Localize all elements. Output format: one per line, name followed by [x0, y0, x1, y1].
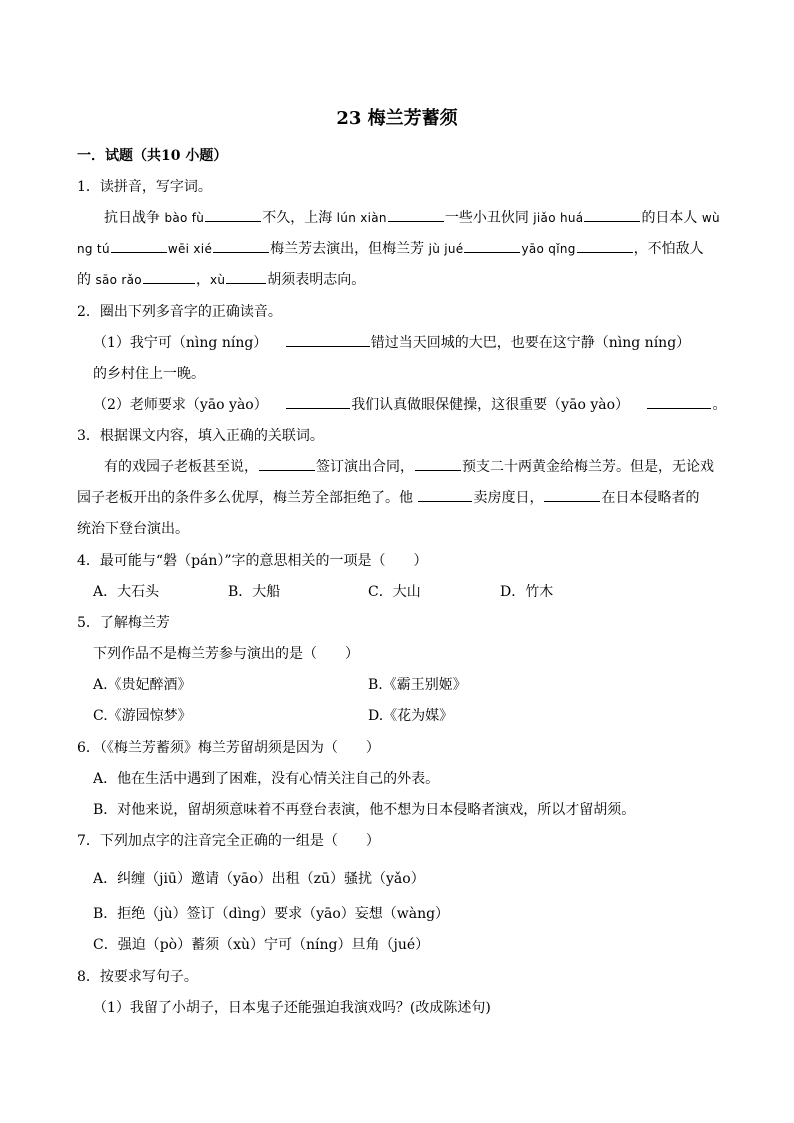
q1-text: 不久，上海: [262, 210, 337, 226]
question-1-stem: 1．读拼音，写字词。: [77, 179, 212, 195]
q7-option-c[interactable]: C．强迫（pò）蓄须（xù）宁可（níng）旦角（jué）: [93, 937, 430, 953]
q3-text: 签订演出合同，: [316, 459, 414, 475]
q1-text: ，: [195, 272, 210, 288]
pinyin: bào fù: [164, 211, 205, 225]
q1-text: 的: [77, 272, 96, 288]
q3-text: 卖房度日，: [473, 490, 544, 506]
q6-option-b[interactable]: B．对他来说，留胡须意味着不再登台表演，他不想为日本侵略者演戏，所以才留胡须。: [93, 802, 636, 818]
pinyin: jù jué: [428, 242, 464, 256]
question-1-line-2: [77, 238, 704, 258]
pinyin: yāo qǐng: [521, 242, 576, 256]
q4-option-b[interactable]: B．大船: [228, 584, 281, 600]
answer-blank[interactable]: [286, 332, 370, 347]
q1-text: 胡须表明志向。: [267, 272, 366, 288]
answer-blank[interactable]: [213, 238, 269, 253]
pinyin: xù: [209, 273, 226, 287]
answer-blank[interactable]: [577, 238, 633, 253]
q1-text: 抗日战争: [104, 210, 165, 226]
answer-blank[interactable]: [226, 269, 266, 284]
question-5-sub: 下列作品不是梅兰芳参与演出的是（ ）: [93, 646, 359, 662]
q7-option-a[interactable]: A．纠缠（jiū）邀请（yāo）出租（zū）骚扰（yǎo）: [93, 871, 425, 887]
q1-text: 一些小丑伙同: [444, 210, 534, 226]
question-2-line-1: [93, 332, 690, 352]
answer-blank[interactable]: [418, 487, 472, 502]
q5-option-d[interactable]: D.《花为媒》: [368, 708, 454, 724]
q4-option-a[interactable]: A．大石头: [93, 584, 160, 600]
q4-option-d[interactable]: D．竹木: [500, 584, 554, 600]
question-3-line-1: [104, 456, 714, 476]
question-3-line-2: [77, 487, 699, 507]
answer-blank[interactable]: [205, 207, 261, 222]
q2-text: 错过当天回城的大巴，也要在这宁静（nìng níng）: [370, 335, 691, 351]
answer-blank[interactable]: [584, 207, 640, 222]
q2-text: （1）我宁可（nìng níng）: [93, 335, 268, 351]
answer-blank[interactable]: [415, 456, 461, 471]
q5-option-b[interactable]: B.《霸王别姬》: [368, 677, 467, 693]
answer-blank[interactable]: [286, 394, 350, 409]
page-title: 23 梅兰芳蓄须: [336, 108, 458, 129]
q2-text: 。: [712, 397, 727, 413]
question-8-sub-1: （1）我留了小胡子，日本鬼子还能强迫我演戏吗？(改成陈述句): [93, 1000, 491, 1016]
q2-text: （2）老师要求（yāo yào）: [93, 397, 268, 413]
question-4-stem: 4．最可能与“磐（pán）”字的意思相关的一项是（ ）: [77, 553, 428, 569]
q3-text: 有的戏园子老板甚至说，: [104, 459, 258, 475]
q1-text: 梅兰芳去演出，但梅兰芳: [270, 241, 429, 257]
q5-option-a[interactable]: A.《贵妃醉酒》: [93, 677, 192, 693]
question-1-line-1: [104, 207, 720, 227]
q7-option-b[interactable]: B．拒绝（jù）签订（dìng）要求（yāo）妄想（wàng）: [93, 906, 450, 922]
answer-blank[interactable]: [388, 207, 444, 222]
answer-blank[interactable]: [111, 238, 167, 253]
question-2-line-3: [93, 394, 726, 414]
pinyin: jiǎo huá: [533, 211, 584, 225]
pinyin: sāo rǎo: [95, 273, 142, 287]
question-7-stem: 7．下列加点字的注音完全正确的一组是（ ）: [77, 833, 380, 849]
q3-text: 园子老板开出的条件多么优厚，梅兰芳全部拒绝了。他: [77, 490, 418, 506]
section-heading: 一．试题（共10 小题）: [77, 148, 228, 164]
answer-blank[interactable]: [647, 394, 711, 409]
q3-text: 预支二十两黄金给梅兰芳。但是，无论戏: [462, 459, 714, 475]
pinyin: wēi xié: [167, 242, 213, 256]
pinyin: ng tú: [77, 242, 110, 256]
answer-blank[interactable]: [464, 238, 520, 253]
question-1-line-3: [77, 269, 365, 289]
question-8-stem: 8．按要求写句子。: [77, 969, 198, 985]
question-6-stem: 6．（《梅兰芳蓄须》梅兰芳留胡须是因为（ ）: [77, 740, 380, 756]
pinyin: wù: [701, 211, 720, 225]
q1-text: ，不怕敌人: [633, 241, 704, 257]
question-2-line-2: 的乡村住上一晚。: [93, 366, 205, 382]
answer-blank[interactable]: [544, 487, 600, 502]
q5-option-c[interactable]: C.《游园惊梦》: [93, 708, 192, 724]
question-3-line-3: 统治下登台演出。: [77, 521, 189, 537]
question-5-stem: 5．了解梅兰芳: [77, 615, 170, 631]
question-2-stem: 2．圈出下列多音字的正确读音。: [77, 304, 282, 320]
q4-option-c[interactable]: C．大山: [368, 584, 421, 600]
q3-text: 在日本侵略者的: [601, 490, 700, 506]
q6-option-a[interactable]: A．他在生活中遇到了困难，没有心情关注自己的外表。: [93, 771, 440, 787]
q1-text: 的日本人: [641, 210, 702, 226]
answer-blank[interactable]: [259, 456, 315, 471]
pinyin: lún xiàn: [336, 211, 387, 225]
question-3-stem: 3．根据课文内容，填入正确的关联词。: [77, 428, 324, 444]
answer-blank[interactable]: [143, 269, 195, 284]
q2-text: 我们认真做眼保健操，这很重要（yāo yào）: [351, 397, 630, 413]
